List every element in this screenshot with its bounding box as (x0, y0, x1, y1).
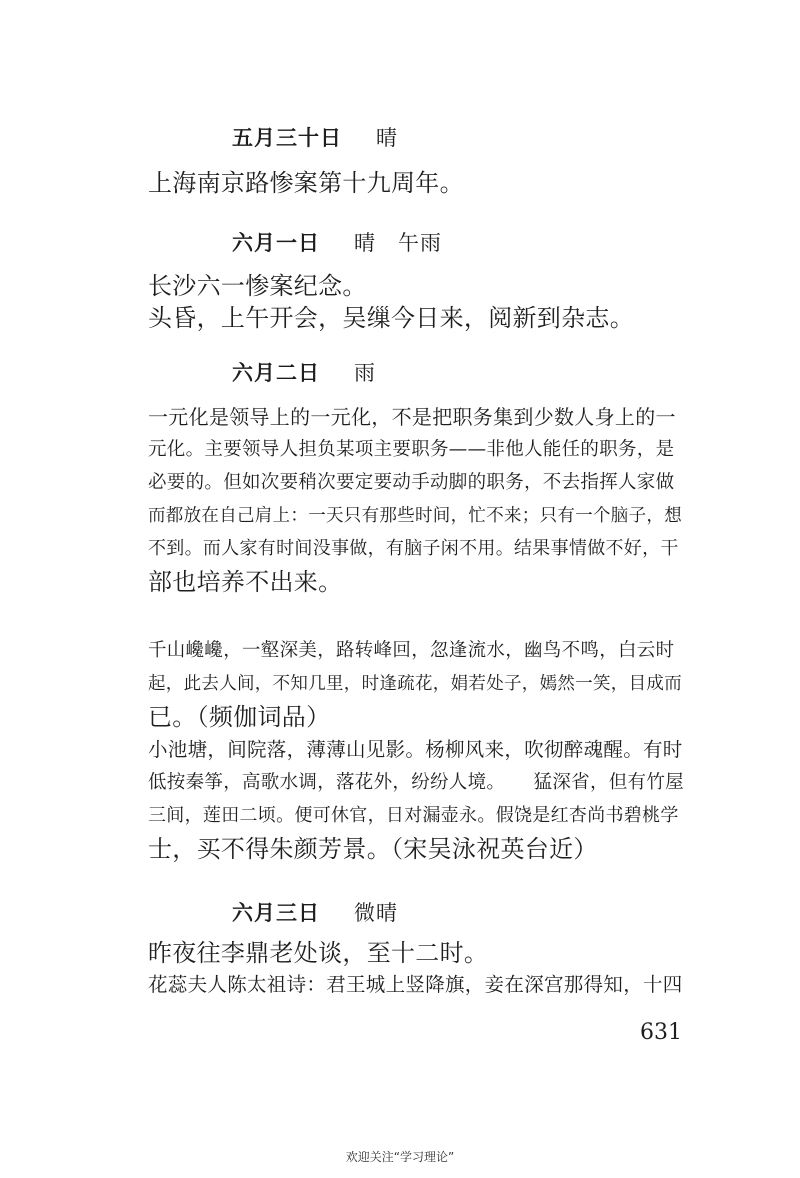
entry-date: 六月一日 (232, 231, 320, 255)
entry-date: 六月三日 (232, 901, 320, 925)
entry-weather: 晴 (376, 126, 398, 150)
entry-heading-jun3 (232, 897, 398, 927)
entry-heading-jun1 (232, 227, 442, 257)
poem-line: 小池塘，间院落，薄薄山见影。杨柳风来，吹彻醉魂醒。有时 (148, 738, 683, 761)
text-line: 一元化是领导上的一元化，不是把职务集到少数人身上的一 (148, 405, 676, 429)
text-line: 长沙六一惨案纪念。 (148, 272, 367, 300)
footer-note: 欢迎关注“学习理论” (345, 1150, 455, 1164)
text-line: 上海南京路惨案第十九周年。 (148, 169, 464, 197)
text-line: 不到。而人家有时间没事做，有脑子闲不用。结果事情做不好，干 (148, 538, 679, 559)
poem-line: 低按秦筝，高歌水调，落花外，纷纷人境。 猛深省，但有竹屋 (148, 772, 684, 793)
text-line: 必要的。但如次要稍次要定要动手动脚的职务，不去指挥人家做 (148, 472, 675, 493)
entry-weather: 微晴 (354, 901, 398, 925)
poem-line: 士，买不得朱颜芳景。（宋吴泳祝英台近） (148, 835, 598, 863)
entry-weather: 晴 午雨 (354, 231, 442, 255)
text-line: 而都放在自己肩上：一天只有那些时间，忙不来；只有一个脑子，想 (148, 506, 682, 526)
entry-date: 五月三十日 (232, 126, 342, 150)
text-line: 元化。主要领导人担负某项主要职务——非他人能任的职务，是 (148, 439, 675, 460)
text-line: 头昏，上午开会，吴缫今日来，阅新到杂志。 (148, 304, 634, 332)
entry-heading-may30 (232, 122, 398, 152)
page-number: 631 (640, 1020, 682, 1045)
poem-line: 已。（频伽词品） (148, 703, 331, 731)
entry-heading-jun2 (232, 357, 376, 387)
poem-line: 三间，莲田二顷。便可休官，日对漏壶永。假饶是红杏尚书碧桃学 (148, 805, 679, 826)
poem-line: 千山巉巉，一壑深美，路转峰回，忽逢流水，幽鸟不鸣，白云时 (148, 640, 675, 661)
entry-weather: 雨 (354, 361, 376, 385)
text-line: 昨夜往李鼎老处谈，至十二时。 (148, 939, 489, 967)
text-line: 花蕊夫人陈太祖诗：君王城上竖降旗，妾在深宫那得知，十四 (148, 973, 683, 996)
text-line: 部也培养不出来。 (148, 568, 343, 596)
entry-date: 六月二日 (232, 361, 320, 385)
poem-line: 起，此去人间，不知几里，时逢疏花，娟若处子，嫣然一笑，目成而 (148, 674, 682, 694)
